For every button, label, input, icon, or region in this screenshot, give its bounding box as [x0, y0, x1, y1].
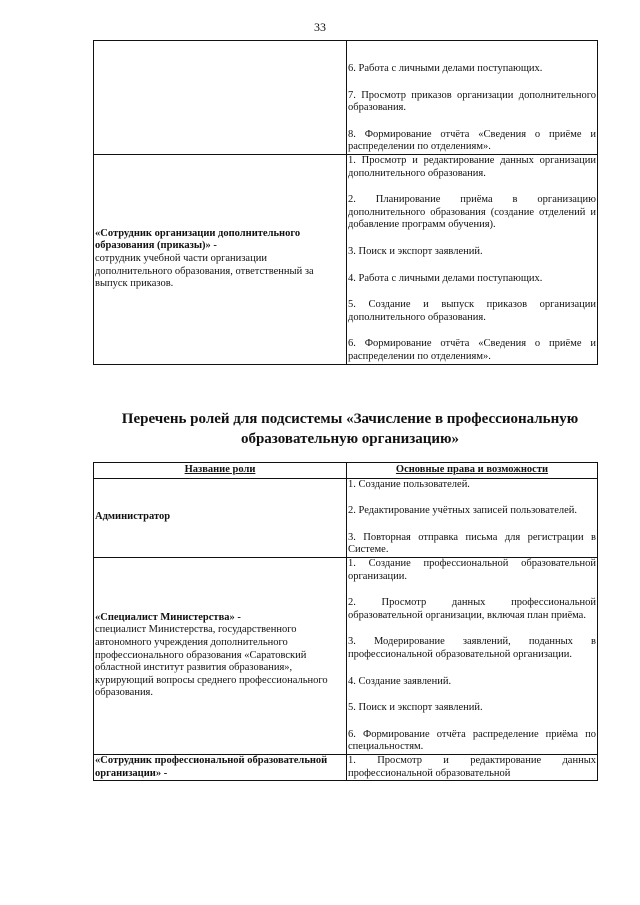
table-header-row [94, 463, 598, 479]
rights-cell [347, 154, 598, 364]
table-row [94, 754, 598, 780]
role-cell [94, 754, 347, 780]
rights-cell [347, 557, 598, 754]
table-row [94, 557, 598, 754]
list-item: 8. Формирование отчёта «Сведения о приёме и распределении по отделениям». [348, 128, 596, 153]
role-name: «Специалист Министерства» - [95, 611, 241, 623]
list-item: 1. Создание пользователей. [348, 478, 470, 490]
role-description: специалист Министерства, государственного автономного учреждения дополнительного профессионального образования «Саратовский областной институт развития образования», курирующий вопросы среднего профессионального образования. [95, 624, 328, 699]
list-item: 5. Поиск и экспорт заявлений. [348, 702, 483, 714]
table-row [94, 154, 598, 364]
list-item: 1. Создание профессиональной образовательной организации. [348, 557, 596, 582]
role-name: «Сотрудник профессиональной образовательной организации» - [95, 754, 328, 779]
role-description: сотрудник учебной части организации дополнительного образования, ответственный за выпуск приказов. [95, 252, 314, 290]
table-row [94, 478, 598, 557]
page-number: 33 [314, 20, 326, 34]
list-item: 3. Поиск и экспорт заявлений. [348, 245, 483, 257]
table-row [94, 41, 598, 155]
list-item: 1. Просмотр и редактирование данных профессиональной образовательной [348, 754, 596, 779]
list-item: 4. Создание заявлений. [348, 675, 452, 687]
rights-cell [347, 41, 598, 155]
list-item: 6. Работа с личными делами поступающих. [348, 63, 543, 74]
roles-table [93, 462, 598, 781]
list-item: 5. Создание и выпуск приказов организации дополнительного образования. [348, 299, 596, 323]
rights-cell [347, 754, 598, 780]
list-item: 6. Формирование отчёта «Сведения о приёме и распределении по отделениям». [348, 338, 596, 362]
role-cell [94, 41, 347, 155]
list-item: 2. Просмотр данных профессиональной образовательной организации, включая план приёма. [348, 597, 596, 621]
role-cell [94, 154, 347, 364]
role-name: Администратор [95, 511, 171, 523]
column-header-rights: Основные права и возможности [347, 463, 598, 479]
list-item: 6. Формирование отчёта распределение приёма по специальностям. [348, 728, 596, 753]
list-item: 2. Редактирование учётных записей пользователей. [348, 505, 578, 517]
list-item: 3. Повторная отправка письма для регистрации в Системе. [348, 531, 596, 556]
list-item: 1. Просмотр и редактирование данных организации дополнительного образования. [348, 154, 596, 179]
list-item: 3. Модерирование заявлений, поданных в профессиональной образовательной организации. [348, 636, 596, 660]
list-item: 7. Просмотр приказов организации дополнительного образования. [348, 89, 596, 114]
role-name: «Сотрудник организации дополнительного образования (приказы)» - [95, 227, 301, 252]
role-cell [94, 557, 347, 754]
roles-table-continued [93, 40, 598, 365]
column-header-role: Название роли [94, 463, 347, 479]
list-item: 2. Планирование приёма в организацию дополнительного образования (создание отделений и добавление программ обучения). [348, 194, 596, 231]
section-title: Перечень ролей для подсистемы «Зачисление в профессиональную образовательную организацию» [121, 411, 579, 447]
rights-cell [347, 478, 598, 557]
list-item: 4. Работа с личными делами поступающих. [348, 272, 543, 284]
role-cell [94, 478, 347, 557]
